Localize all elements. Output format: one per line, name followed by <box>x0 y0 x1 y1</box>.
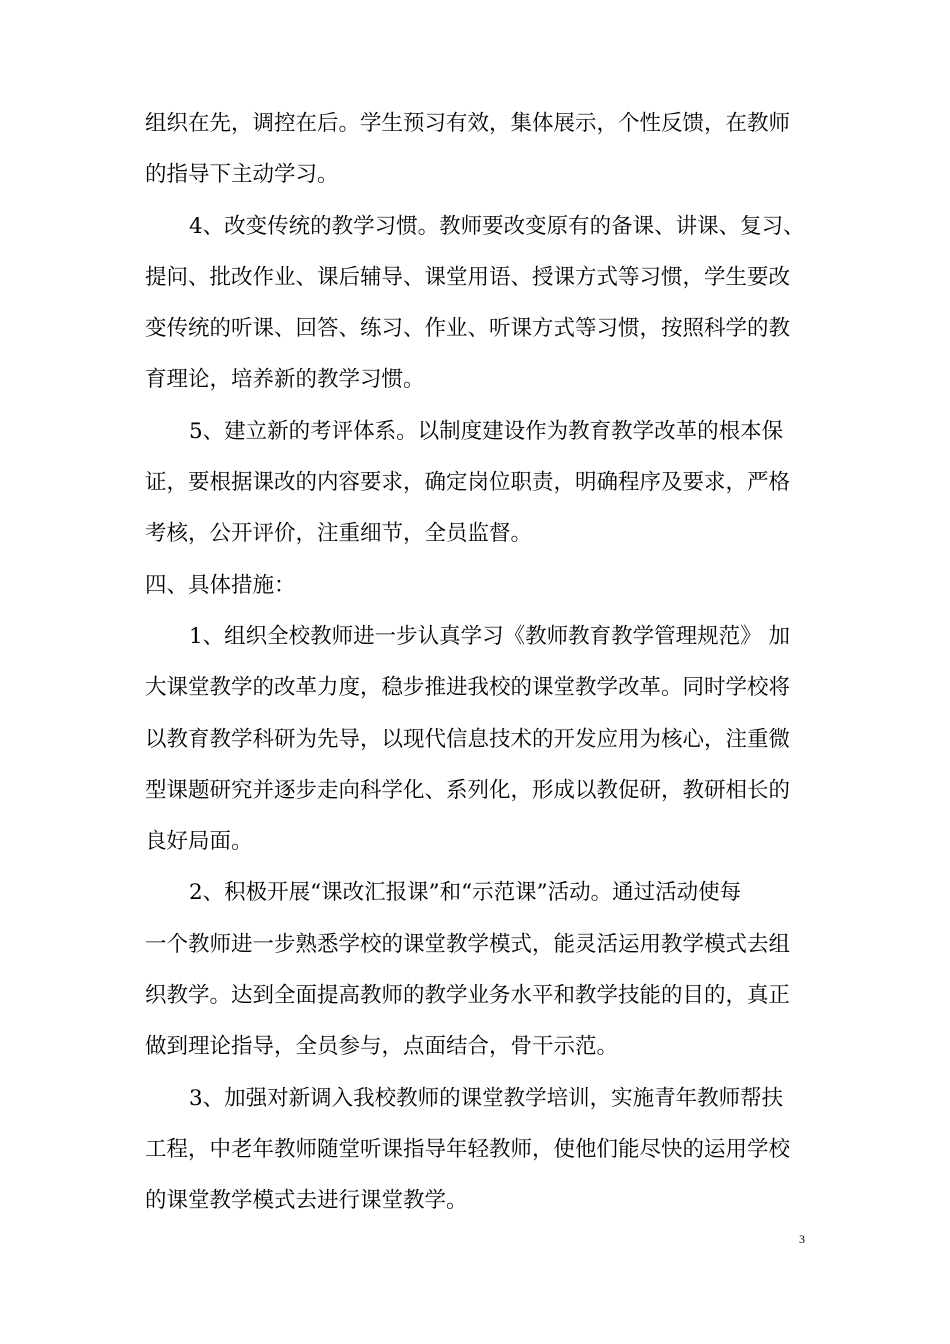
text-line: 的指导下主动学习。 <box>145 162 339 188</box>
paragraph-start-line: 2、积极开展“课改汇报课”和“示范课”活动。通过活动使每 <box>189 880 742 906</box>
text-line: 一个教师进一步熟悉学校的课堂教学模式，能灵活运用教学模式去组 <box>145 931 791 957</box>
text-line: 的课堂教学模式去进行课堂教学。 <box>145 1188 468 1214</box>
page-number: 3 <box>799 1232 805 1246</box>
text-line: 工程，中老年教师随堂听课指导年轻教师，使他们能尽快的运用学校 <box>145 1136 791 1162</box>
text-line: 大课堂教学的改革力度，稳步推进我校的课堂教学改革。同时学校将 <box>145 675 791 701</box>
text-line: 提问、批改作业、课后辅导、课堂用语、授课方式等习惯，学生要改 <box>145 264 791 290</box>
text-line: 型课题研究并逐步走向科学化、系列化，形成以教促研，教研相长的 <box>145 777 791 803</box>
text-line: 织教学。达到全面提高教师的教学业务水平和教学技能的目的，真正 <box>145 983 791 1009</box>
paragraph-start-line: 3、加强对新调入我校教师的课堂教学培训，实施青年教师帮扶 <box>189 1085 784 1111</box>
body-text <box>145 98 825 1227</box>
text-line: 做到理论指导，全员参与，点面结合，骨干示范。 <box>145 1034 619 1060</box>
text-line: 育理论，培养新的教学习惯。 <box>145 367 425 393</box>
text-line: 考核，公开评价，注重细节，全员监督。 <box>145 521 533 547</box>
text-line: 以教育教学科研为先导，以现代信息技术的开发应用为核心，注重微 <box>145 726 791 752</box>
paragraph-start-line: 4、改变传统的教学习惯。教师要改变原有的备课、讲课、复习、 <box>189 213 805 239</box>
text-line: 变传统的听课、回答、练习、作业、听课方式等习惯，按照科学的教 <box>145 316 791 342</box>
section-heading: 四、具体措施： <box>145 572 296 598</box>
text-line: 良好局面。 <box>145 829 253 855</box>
paragraph-start-line: 1、组织全校教师进一步认真学习《教师教育教学管理规范》 加 <box>189 623 791 649</box>
paragraph-start-line: 5、建立新的考评体系。以制度建设作为教育教学改革的根本保 <box>189 418 784 444</box>
text-line: 组织在先，调控在后。学生预习有效，集体展示，个性反馈，在教师 <box>145 111 791 136</box>
text-line: 证，要根据课改的内容要求，确定岗位职责，明确程序及要求，严格 <box>145 470 791 496</box>
